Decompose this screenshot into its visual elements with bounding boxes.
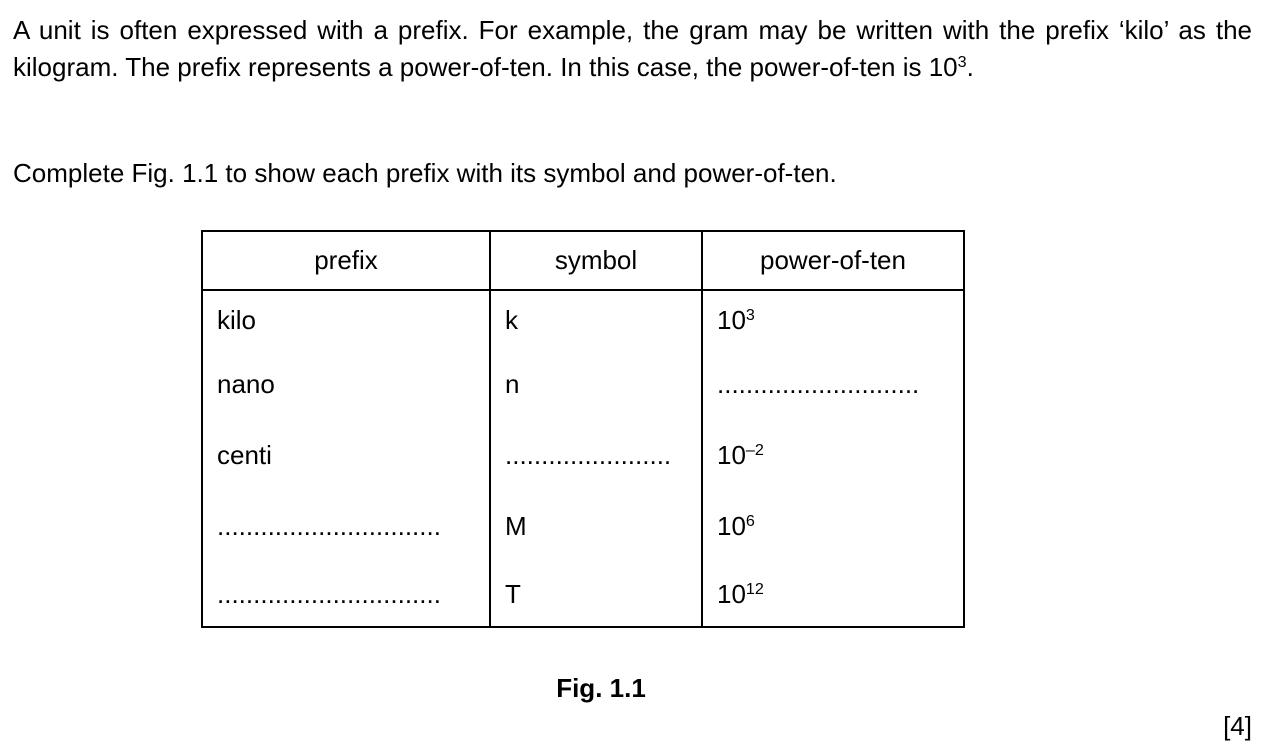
table-row [202,420,964,491]
cell-symbol: T [490,562,702,627]
cell-prefix-answer-line[interactable]: ............................... [202,491,490,562]
table-row [202,290,964,349]
header-symbol: symbol [490,231,702,290]
cell-prefix: kilo [202,290,490,349]
cell-symbol: M [490,491,702,562]
intro-period: . [966,51,974,82]
cell-power [702,290,964,349]
header-prefix: prefix [202,231,490,290]
intro-paragraph [13,12,1252,85]
power-base: ............................ [717,369,920,399]
cell-power [702,420,964,491]
cell-power [702,562,964,627]
power-exponent: 3 [745,305,755,324]
cell-power-answer-line[interactable] [702,349,964,420]
power-exponent: –2 [745,441,764,460]
instruction-text: Complete Fig. 1.1 to show each prefix with its symbol and power-of-ten. [13,158,837,188]
intro-text: A unit is often expressed with a prefix. For example, the gram may be written with the prefix ‘kilo’ as the kilogram. The prefix represents a power-of-ten. In this case, the power-of-ten is 10 [13,15,1252,82]
table-row [202,491,964,562]
marks-label: [4] [1223,711,1252,741]
intro-exponent: 3 [957,52,967,71]
cell-prefix: centi [202,420,490,491]
cell-prefix: nano [202,349,490,420]
cell-symbol: k [490,290,702,349]
table-header-row [202,231,964,290]
cell-symbol: n [490,349,702,420]
power-exponent: 12 [745,579,764,598]
power-base: 10 [717,578,746,609]
prefix-table [201,230,965,628]
cell-prefix-answer-line[interactable]: ............................... [202,562,490,627]
power-base: 10 [717,304,746,335]
table-row [202,349,964,420]
power-exponent: 6 [745,512,755,531]
cell-power [702,491,964,562]
cell-symbol-answer-line[interactable]: ....................... [490,420,702,491]
power-base: 10 [717,440,746,470]
power-base: 10 [717,511,746,541]
figure-label: Fig. 1.1 [556,673,646,703]
header-power-of-ten: power-of-ten [702,231,964,290]
table-row [202,562,964,627]
